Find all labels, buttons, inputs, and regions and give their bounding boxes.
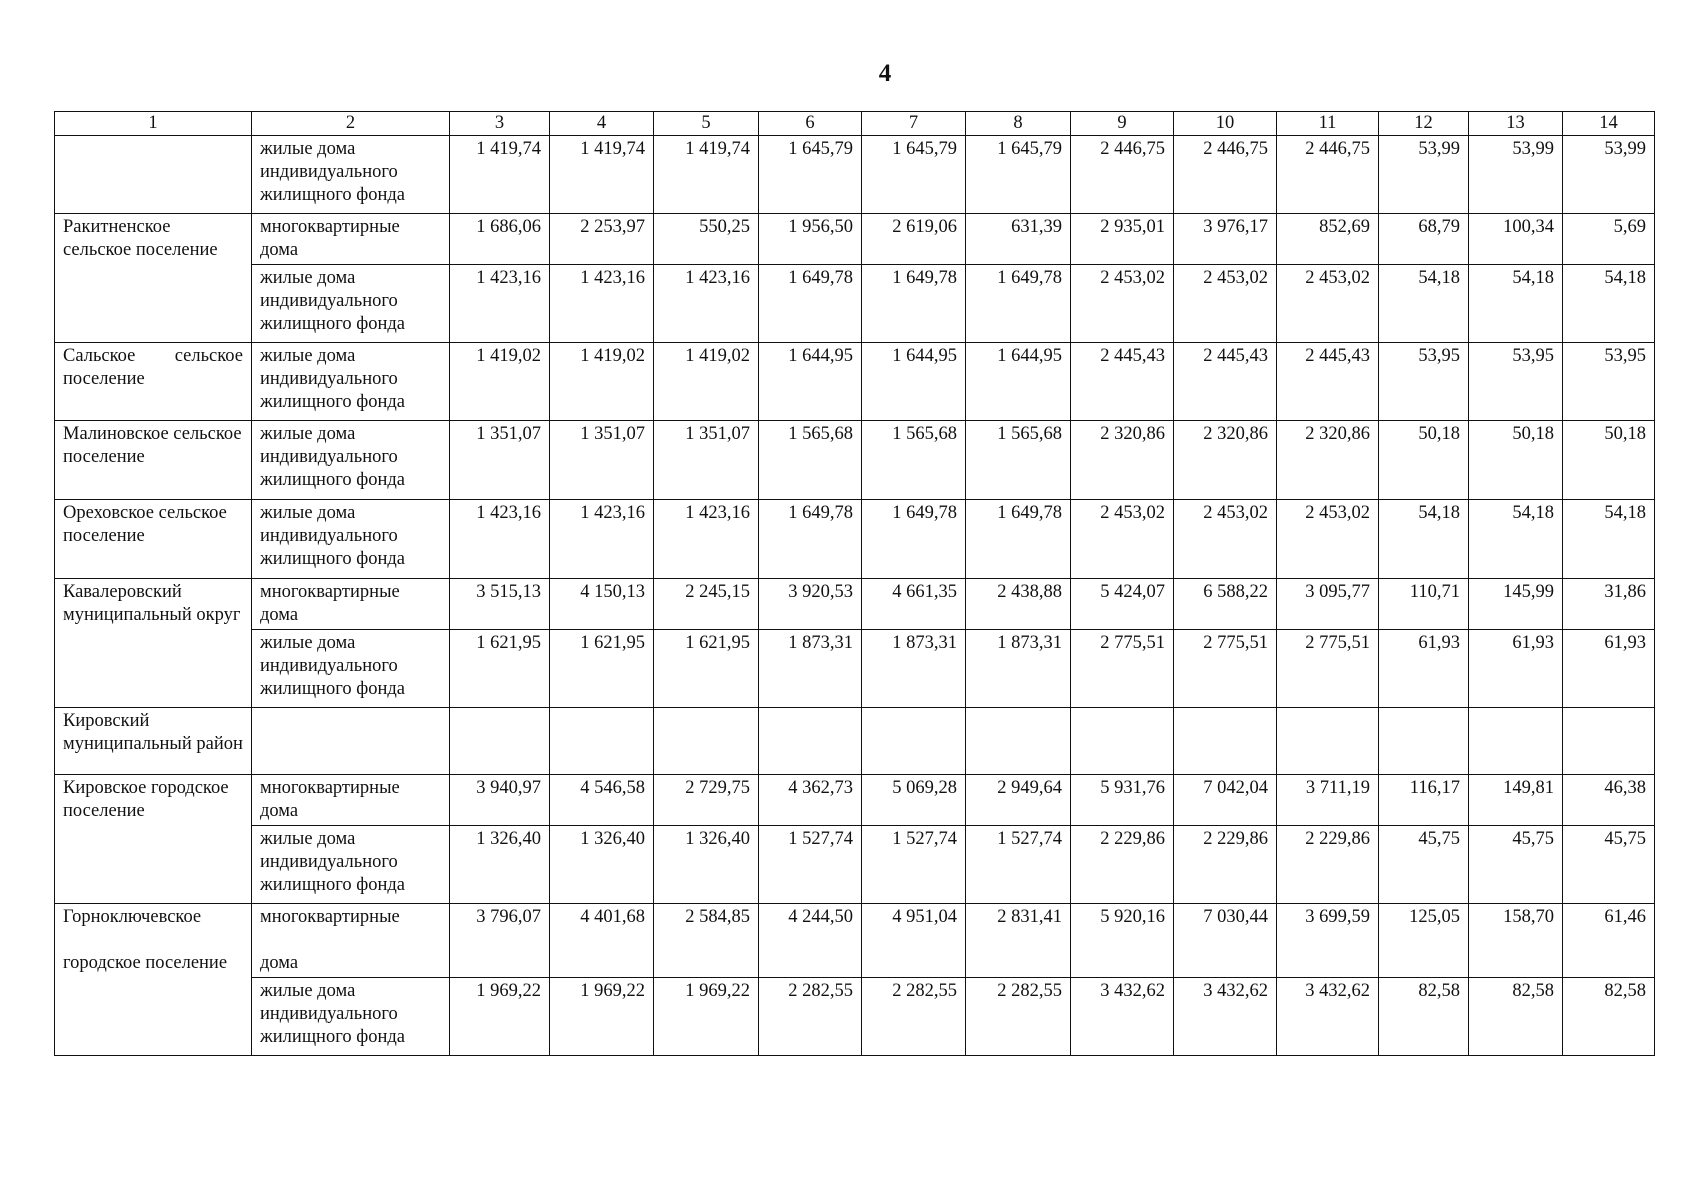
- value-cell: 1 351,07: [550, 421, 654, 500]
- value-cell: [1563, 708, 1655, 775]
- column-header: 7: [862, 112, 966, 136]
- value-cell: 4 661,35: [862, 579, 966, 630]
- municipality-name: Малиновское сельское поселение: [63, 424, 242, 467]
- value-cell: 1 969,22: [450, 978, 550, 1056]
- column-header: 2: [252, 112, 450, 136]
- value-cell: 2 253,97: [550, 214, 654, 265]
- value-cell: 1 419,02: [450, 343, 550, 421]
- value-cell: 1 969,22: [550, 978, 654, 1056]
- value-cell: 1 423,16: [654, 265, 759, 343]
- value-cell: 852,69: [1277, 214, 1379, 265]
- value-cell: 1 423,16: [550, 265, 654, 343]
- value-cell: 2 446,75: [1071, 136, 1174, 214]
- municipality-cell: [55, 214, 252, 343]
- value-cell: 54,18: [1469, 500, 1563, 579]
- value-cell: 1 351,07: [654, 421, 759, 500]
- housing-type-cell: [252, 579, 450, 630]
- housing-type: жилые дома индивидуального жилищного фонда: [260, 981, 405, 1047]
- housing-type-cell: [252, 343, 450, 421]
- value-cell: 2 831,41: [966, 904, 1071, 978]
- value-cell: 5 424,07: [1071, 579, 1174, 630]
- value-cell: 1 351,07: [450, 421, 550, 500]
- value-cell: 1 649,78: [759, 265, 862, 343]
- value-cell: [966, 708, 1071, 775]
- value-cell: 1 419,74: [450, 136, 550, 214]
- value-cell: [1379, 708, 1469, 775]
- municipality-name: Кавалеровский муниципальный округ: [63, 582, 241, 625]
- value-cell: 2 775,51: [1277, 630, 1379, 708]
- value-cell: 1 565,68: [966, 421, 1071, 500]
- housing-type: жилые дома индивидуального жилищного фонда: [260, 424, 405, 490]
- value-cell: 1 649,78: [862, 265, 966, 343]
- housing-type: жилые дома индивидуального жилищного фонда: [260, 633, 405, 699]
- value-cell: 54,18: [1379, 500, 1469, 579]
- value-cell: 45,75: [1469, 826, 1563, 904]
- value-cell: 1 565,68: [759, 421, 862, 500]
- value-cell: 1 423,16: [450, 500, 550, 579]
- municipality-name: Ракитненское сельское поселение: [63, 217, 218, 260]
- value-cell: 158,70: [1469, 904, 1563, 978]
- municipality-name: Сальское сельское поселение: [63, 346, 243, 389]
- municipality-name-cont: городское поселение: [63, 953, 228, 973]
- value-cell: 82,58: [1563, 978, 1655, 1056]
- value-cell: 1 326,40: [450, 826, 550, 904]
- value-cell: 3 699,59: [1277, 904, 1379, 978]
- value-cell: 1 649,78: [966, 265, 1071, 343]
- value-cell: 3 432,62: [1174, 978, 1277, 1056]
- table-row: [55, 265, 1655, 343]
- column-header: 5: [654, 112, 759, 136]
- value-cell: 4 951,04: [862, 904, 966, 978]
- value-cell: 1 527,74: [759, 826, 862, 904]
- value-cell: 1 873,31: [862, 630, 966, 708]
- value-cell: 82,58: [1469, 978, 1563, 1056]
- value-cell: 2 282,55: [862, 978, 966, 1056]
- column-header: 8: [966, 112, 1071, 136]
- value-cell: 5 931,76: [1071, 775, 1174, 826]
- value-cell: 45,75: [1379, 826, 1469, 904]
- municipality-cell: [55, 708, 252, 775]
- value-cell: 1 527,74: [862, 826, 966, 904]
- value-cell: 2 935,01: [1071, 214, 1174, 265]
- value-cell: 2 453,02: [1174, 265, 1277, 343]
- housing-type: многоквартирные: [260, 907, 400, 927]
- value-cell: 1 645,79: [966, 136, 1071, 214]
- value-cell: 54,18: [1563, 500, 1655, 579]
- value-cell: 1 565,68: [862, 421, 966, 500]
- value-cell: 1 423,16: [550, 500, 654, 579]
- value-cell: 2 775,51: [1071, 630, 1174, 708]
- column-header: 3: [450, 112, 550, 136]
- tariff-table: [54, 111, 1655, 1056]
- column-header: 9: [1071, 112, 1174, 136]
- value-cell: 53,99: [1469, 136, 1563, 214]
- table-row: [55, 343, 1655, 421]
- value-cell: 2 453,02: [1174, 500, 1277, 579]
- value-cell: 2 453,02: [1277, 500, 1379, 579]
- value-cell: 2 282,55: [759, 978, 862, 1056]
- value-cell: 125,05: [1379, 904, 1469, 978]
- value-cell: 1 644,95: [759, 343, 862, 421]
- column-header: 11: [1277, 112, 1379, 136]
- value-cell: 1 969,22: [654, 978, 759, 1056]
- value-cell: 2 229,86: [1071, 826, 1174, 904]
- value-cell: 1 621,95: [450, 630, 550, 708]
- table-row: [55, 978, 1655, 1056]
- housing-type-cell: [252, 978, 450, 1056]
- value-cell: 2 445,43: [1071, 343, 1174, 421]
- table-row: [55, 214, 1655, 265]
- value-cell: 1 423,16: [654, 500, 759, 579]
- value-cell: 1 686,06: [450, 214, 550, 265]
- value-cell: 2 584,85: [654, 904, 759, 978]
- value-cell: 2 229,86: [1277, 826, 1379, 904]
- column-header: 6: [759, 112, 862, 136]
- housing-type-cell: [252, 775, 450, 826]
- table-row: [55, 904, 1655, 978]
- value-cell: [1174, 708, 1277, 775]
- value-cell: [1469, 708, 1563, 775]
- table-row: [55, 421, 1655, 500]
- value-cell: 2 446,75: [1277, 136, 1379, 214]
- value-cell: 7 042,04: [1174, 775, 1277, 826]
- municipality-cell: [55, 579, 252, 708]
- value-cell: 3 095,77: [1277, 579, 1379, 630]
- value-cell: 5 069,28: [862, 775, 966, 826]
- value-cell: 3 940,97: [450, 775, 550, 826]
- value-cell: 2 320,86: [1277, 421, 1379, 500]
- value-cell: 1 621,95: [550, 630, 654, 708]
- value-cell: 2 245,15: [654, 579, 759, 630]
- value-cell: 5,69: [1563, 214, 1655, 265]
- table-row: [55, 500, 1655, 579]
- table-row: [55, 630, 1655, 708]
- value-cell: 31,86: [1563, 579, 1655, 630]
- value-cell: 2 775,51: [1174, 630, 1277, 708]
- value-cell: 1 956,50: [759, 214, 862, 265]
- housing-type-cell: [252, 265, 450, 343]
- header-row: [55, 112, 1655, 136]
- value-cell: 1 419,74: [654, 136, 759, 214]
- value-cell: 1 419,74: [550, 136, 654, 214]
- value-cell: 2 453,02: [1277, 265, 1379, 343]
- value-cell: 2 438,88: [966, 579, 1071, 630]
- housing-type-cell: [252, 214, 450, 265]
- table-row: [55, 826, 1655, 904]
- value-cell: 3 432,62: [1277, 978, 1379, 1056]
- table-row: [55, 579, 1655, 630]
- value-cell: 61,46: [1563, 904, 1655, 978]
- value-cell: [1071, 708, 1174, 775]
- value-cell: 61,93: [1379, 630, 1469, 708]
- value-cell: 2 453,02: [1071, 500, 1174, 579]
- value-cell: 1 644,95: [862, 343, 966, 421]
- value-cell: 149,81: [1469, 775, 1563, 826]
- value-cell: 1 649,78: [759, 500, 862, 579]
- value-cell: 4 150,13: [550, 579, 654, 630]
- value-cell: 61,93: [1563, 630, 1655, 708]
- value-cell: 1 645,79: [759, 136, 862, 214]
- value-cell: 54,18: [1379, 265, 1469, 343]
- value-cell: 550,25: [654, 214, 759, 265]
- value-cell: 1 326,40: [654, 826, 759, 904]
- value-cell: 82,58: [1379, 978, 1469, 1056]
- value-cell: 2 229,86: [1174, 826, 1277, 904]
- value-cell: [1277, 708, 1379, 775]
- value-cell: 1 419,02: [550, 343, 654, 421]
- value-cell: 3 432,62: [1071, 978, 1174, 1056]
- value-cell: 1 873,31: [966, 630, 1071, 708]
- page-number: 4: [878, 60, 892, 87]
- value-cell: 2 949,64: [966, 775, 1071, 826]
- housing-type: жилые дома индивидуального жилищного фонда: [260, 503, 405, 569]
- column-header: 13: [1469, 112, 1563, 136]
- value-cell: 1 419,02: [654, 343, 759, 421]
- value-cell: 145,99: [1469, 579, 1563, 630]
- value-cell: 53,99: [1379, 136, 1469, 214]
- municipality-cell: [55, 421, 252, 500]
- value-cell: 50,18: [1563, 421, 1655, 500]
- housing-type-cell: [252, 500, 450, 579]
- column-header: 12: [1379, 112, 1469, 136]
- value-cell: 3 920,53: [759, 579, 862, 630]
- value-cell: 46,38: [1563, 775, 1655, 826]
- value-cell: 631,39: [966, 214, 1071, 265]
- value-cell: 53,95: [1563, 343, 1655, 421]
- column-header: 10: [1174, 112, 1277, 136]
- value-cell: 1 621,95: [654, 630, 759, 708]
- value-cell: 50,18: [1379, 421, 1469, 500]
- value-cell: 116,17: [1379, 775, 1469, 826]
- housing-type: жилые дома индивидуального жилищного фонда: [260, 139, 405, 205]
- value-cell: 7 030,44: [1174, 904, 1277, 978]
- value-cell: 1 527,74: [966, 826, 1071, 904]
- housing-type-cell: [252, 421, 450, 500]
- value-cell: 5 920,16: [1071, 904, 1174, 978]
- municipality-cell: [55, 343, 252, 421]
- column-header: 4: [550, 112, 654, 136]
- value-cell: 53,95: [1469, 343, 1563, 421]
- value-cell: 2 446,75: [1174, 136, 1277, 214]
- value-cell: 1 649,78: [862, 500, 966, 579]
- value-cell: 3 515,13: [450, 579, 550, 630]
- value-cell: [654, 708, 759, 775]
- value-cell: [550, 708, 654, 775]
- housing-type-cell: [252, 708, 450, 775]
- value-cell: 53,99: [1563, 136, 1655, 214]
- table-row: [55, 775, 1655, 826]
- value-cell: [450, 708, 550, 775]
- table-row: [55, 136, 1655, 214]
- value-cell: 1 326,40: [550, 826, 654, 904]
- value-cell: 4 362,73: [759, 775, 862, 826]
- value-cell: 1 644,95: [966, 343, 1071, 421]
- value-cell: 45,75: [1563, 826, 1655, 904]
- housing-type: жилые дома индивидуального жилищного фонда: [260, 268, 405, 334]
- housing-type: многоквартирные дома: [260, 217, 400, 260]
- value-cell: 100,34: [1469, 214, 1563, 265]
- column-header: 14: [1563, 112, 1655, 136]
- housing-type: многоквартирные дома: [260, 582, 400, 625]
- value-cell: 2 729,75: [654, 775, 759, 826]
- municipality-name: Кировское городское поселение: [63, 778, 229, 821]
- table-row: [55, 708, 1655, 775]
- value-cell: 3 796,07: [450, 904, 550, 978]
- municipality-name: Горноключевское: [63, 907, 202, 927]
- municipality-cell: [55, 136, 252, 214]
- value-cell: 2 320,86: [1174, 421, 1277, 500]
- housing-type: жилые дома индивидуального жилищного фонда: [260, 829, 405, 895]
- value-cell: 50,18: [1469, 421, 1563, 500]
- housing-type-cell: [252, 904, 450, 978]
- municipality-cell: [55, 904, 252, 1056]
- value-cell: 6 588,22: [1174, 579, 1277, 630]
- value-cell: 61,93: [1469, 630, 1563, 708]
- housing-type: жилые дома индивидуального жилищного фонда: [260, 346, 405, 412]
- value-cell: [862, 708, 966, 775]
- housing-type-cell: [252, 630, 450, 708]
- value-cell: 1 645,79: [862, 136, 966, 214]
- value-cell: 54,18: [1563, 265, 1655, 343]
- housing-type-cont: дома: [260, 953, 299, 973]
- value-cell: 2 445,43: [1174, 343, 1277, 421]
- municipality-cell: [55, 775, 252, 904]
- value-cell: 2 453,02: [1071, 265, 1174, 343]
- housing-type-cell: [252, 136, 450, 214]
- value-cell: 2 619,06: [862, 214, 966, 265]
- value-cell: 3 711,19: [1277, 775, 1379, 826]
- value-cell: [759, 708, 862, 775]
- value-cell: 4 546,58: [550, 775, 654, 826]
- value-cell: 2 320,86: [1071, 421, 1174, 500]
- value-cell: 1 649,78: [966, 500, 1071, 579]
- value-cell: 54,18: [1469, 265, 1563, 343]
- column-header: 1: [55, 112, 252, 136]
- value-cell: 1 423,16: [450, 265, 550, 343]
- municipality-name: Кировский муниципальный район: [63, 711, 243, 754]
- value-cell: 110,71: [1379, 579, 1469, 630]
- municipality-cell: [55, 500, 252, 579]
- value-cell: 3 976,17: [1174, 214, 1277, 265]
- municipality-name: Ореховское сельское поселение: [63, 503, 227, 546]
- value-cell: 2 445,43: [1277, 343, 1379, 421]
- housing-type-cell: [252, 826, 450, 904]
- value-cell: 4 401,68: [550, 904, 654, 978]
- value-cell: 4 244,50: [759, 904, 862, 978]
- housing-type: многоквартирные дома: [260, 778, 400, 821]
- value-cell: 1 873,31: [759, 630, 862, 708]
- value-cell: 2 282,55: [966, 978, 1071, 1056]
- value-cell: 68,79: [1379, 214, 1469, 265]
- value-cell: 53,95: [1379, 343, 1469, 421]
